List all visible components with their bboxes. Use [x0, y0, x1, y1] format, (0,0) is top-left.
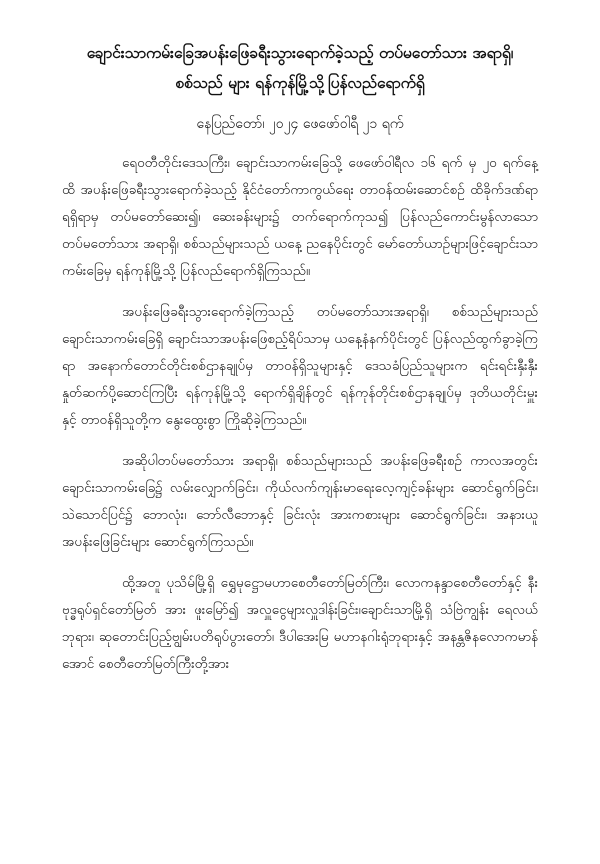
body-paragraph-1: ရေဝတီတိုင်းဒေသကြီး၊ ချောင်းသာကမ်းခြေသို့ ဖေဖော်ဝါရီလ ၁၆ ရက် မှ ၂၀ ရက်နေ့ထိ အပန်းဖြေခရီးသွားရောက်ခဲ့သည့် နိုင်ငံတော်ကာကွယ်ရေး တာဝန်ထမ်းဆောင်စဉ် ထိခိုက်ဒဏ်ရာရရှိရာမှ တပ်မတော်ဆေး၍၊ ဆေးခန်းများ၌ တက်ရောက်ကုသ၍ ပြန်လည်ကောင်းမွန်လာသော တပ်မတော်သား အရာရှိ၊ စစ်သည်များသည် ယနေ့ ညနေပိုင်းတွင် မော်တော်ယာဉ်များဖြင့်ချောင်းသာကမ်းခြေမှ ရန်ကုန်မြို့သို့ ပြန်လည်ရောက်ရှိကြသည်။ [62, 155, 538, 279]
body-paragraph-3: အဆိုပါတပ်မတော်သား အရာရှိ၊ စစ်သည်များသည် အပန်းဖြေခရီးစဉ် ကာလအတွင်း ချောင်းသာကမ်းခြေ၌ လမ်းလျှောက်ခြင်း၊ ကိုယ်လက်ကျန်းမာရေးလေ့ကျင့်ခန်းများ ဆောင်ရွက်ခြင်း၊ သဲသောင်ပြင်၌ ဘောလုံး၊ ဘော်လီဘောနှင့် ခြင်းလုံး အားကစားများ ဆောင်ရွက်ခြင်း၊ အနားယူအပန်းဖြေခြင်းများ ဆောင်ရွက်ကြသည်။ [62, 453, 538, 550]
body-paragraph-4: ထို့အတူ ပုသိမ်မြို့ရှိ ရွှေမုဋ္ဌောမဟာစေတီတော်မြတ်ကြီး၊ လောကနန္ဒာစေတီတော်နှင့် နီးဗုဒ္ဓရုပ်ရှင်တော်မြတ် အား ဖူးမြော်၍ အလှူငွေများလှူဒါန်းခြင်း၊ချောင်းသာမြို့ရှိ သံဗြဲကျွန်း ရေလယ်ဘုရား၊ ဆုတောင်းပြည့်ဗျွမ်းပတိရုပ်ပွားတော်၊ ဒီပါအေးမြ မဟာနဂါးရုံဘုရားနှင့် အနန္တဇိနလောကမာန်အောင် စေတီတော်မြတ်ကြီးတို့အား [62, 575, 538, 672]
headline-line-2: စစ်သည် များ ရန်ကုန်မြို့သို့ပြန်လည်ရောက်ရှိ [175, 74, 425, 92]
body-paragraph-2: အပန်းဖြေခရီးသွားရောက်ခဲ့ကြသည့် တပ်မတော်သားအရာရှိ၊ စစ်သည်များသည် ချောင်းသာကမ်းခြေရှိ ချောင်းသာအပန်းဖြေစည့်ရိပ်သာမှ ယနေ့နံနက်ပိုင်းတွင် ပြန်လည်ထွက်ခွာခဲ့ကြရာ အနောက်တောင်တိုင်းစစ်ဌာနချုပ်မှ တာဝန်ရှိသူများနှင့် ဒေသခံပြည်သူများက ရင်းရင်းနှီးနှီးနှုတ်ဆက်ပို့ဆောင်ကြပြီး ရန်ကုန်မြို့သို့ ရောက်ရှိချိန်တွင် ရန်ကုန်တိုင်းစစ်ဌာနချုပ်မှ ဒုတိယတိုင်းမှူးနှင့် တာဝန်ရှိသူတို့က နွေးထွေးစွာ ကြိုဆိုခဲ့ကြသည်။ [62, 304, 538, 428]
headline-line-1: ချောင်းသာကမ်းခြေအပန်းဖြေခရီးသွားရောက်ခဲ့သည့် တပ်မတော်သား အရာရှိ၊ [86, 44, 514, 62]
dateline: နေပြည်တော်၊ ၂၀၂၄ ဖေဖော်ဝါရီ ၂၁ ရက် [196, 116, 404, 132]
